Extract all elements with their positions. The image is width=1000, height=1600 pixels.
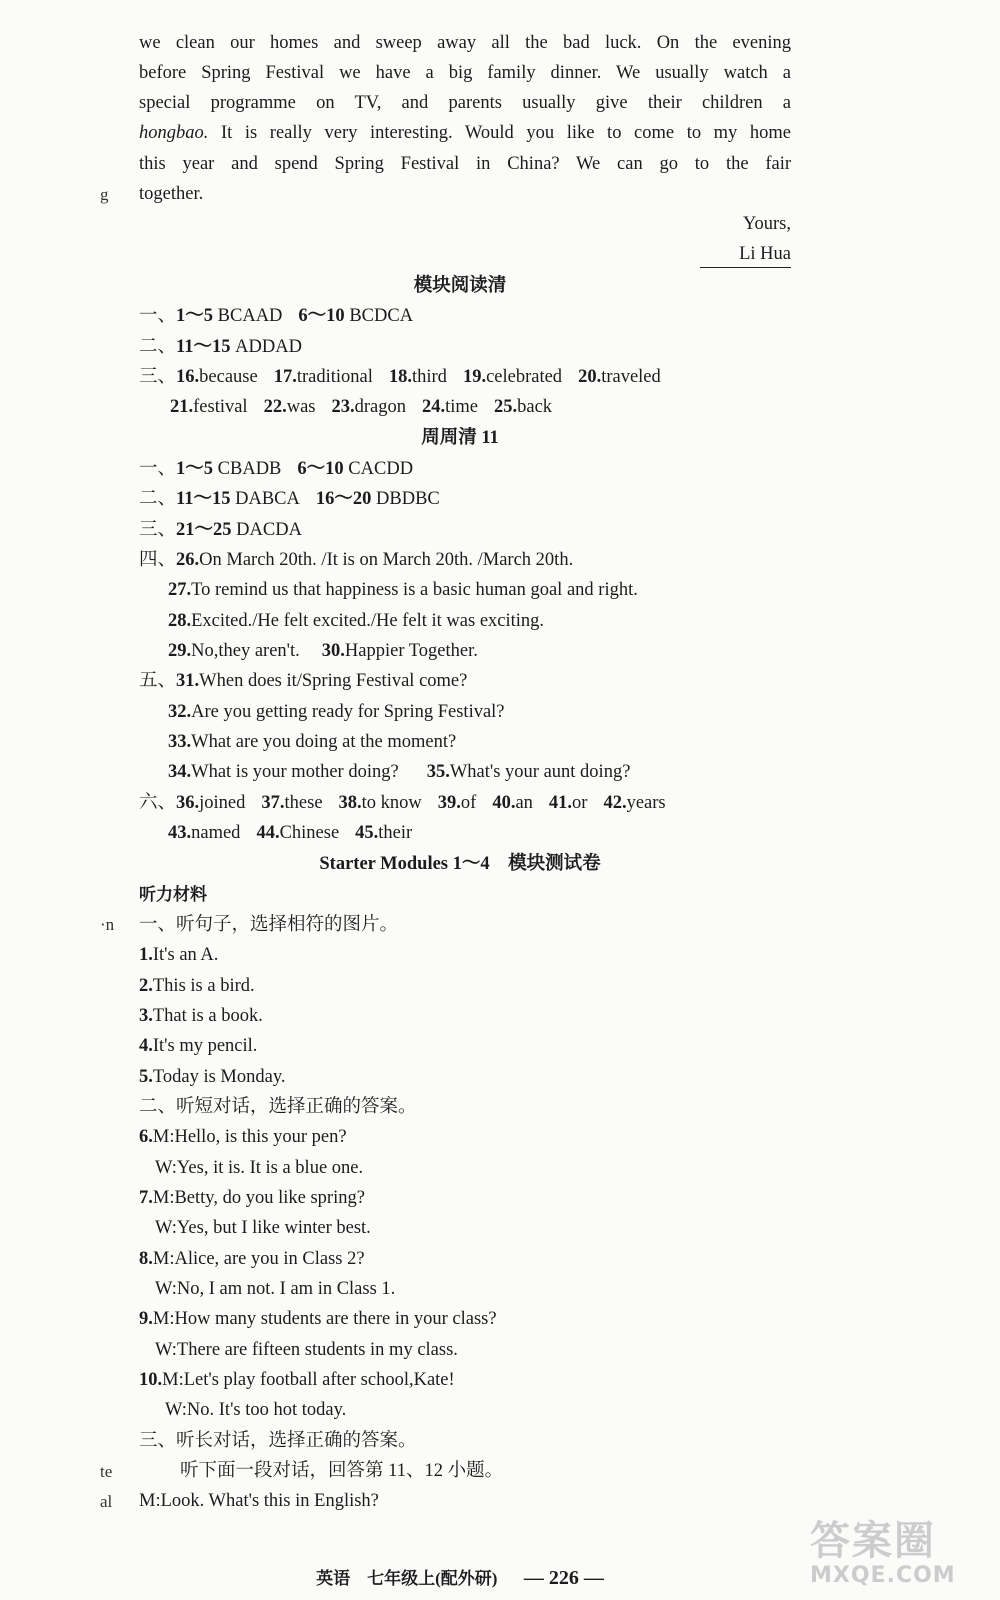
watermark-logo (810, 1518, 980, 1590)
dialogue-line: W:Yes, but I like winter best. (155, 1218, 371, 1238)
listening-sentence: 2.This is a bird. (139, 976, 255, 996)
answer-row: 一、1～5 CBADB 6～10 CACDD (139, 459, 414, 479)
answer-row: 二、11～15 DABCA 16～20 DBDBC (139, 489, 440, 509)
answer-row: 32.Are you getting ready for Spring Festival? (168, 702, 505, 722)
answer-row: 四、26.On March 20th. /It is on March 20th. /March 20th. (139, 550, 574, 570)
letter-line-3: special programme on TV, and parents usually give their children a (139, 93, 791, 113)
letter-italic-word: hongbao. (139, 123, 209, 143)
answer-row: 34.What is your mother doing? 35.What's your aunt doing? (168, 762, 631, 782)
answer-row: 27.To remind us that happiness is a basic human goal and right. (168, 580, 638, 600)
dialogue-line: M:Look. What's this in English? (139, 1491, 379, 1511)
margin-fragment-te: te (100, 1462, 113, 1481)
answer-row: 33.What are you doing at the moment? (168, 732, 457, 752)
watermark-url: MXQE.COM (810, 1563, 956, 1588)
page-footer (0, 1565, 920, 1592)
margin-fragment-g: g (100, 185, 109, 204)
dialogue-intro: 听下面一段对话，回答第 11、12 小题。 (180, 1461, 504, 1481)
part-heading: 二、听短对话，选择正确的答案。 (139, 1097, 417, 1117)
section-title-reading: 模块阅读清 (413, 276, 507, 296)
dialogue-line: 10.M:Let's play football after school,Kate! (139, 1370, 455, 1390)
answer-row: 三、16.because 17.traditional 18.third 19.celebrated 20.traveled (139, 367, 661, 387)
letter-line-2: before Spring Festival we have a big family dinner. We usually watch a (139, 63, 791, 83)
answer-row: 43.named 44.Chinese 45.their (168, 823, 413, 843)
margin-fragment-n: ·n (100, 915, 115, 934)
dialogue-line: 9.M:How many students are there in your class? (139, 1309, 497, 1329)
part-heading: 三、听长对话，选择正确的答案。 (139, 1431, 417, 1451)
dialogue-line: W:Yes, it is. It is a blue one. (155, 1158, 364, 1178)
answer-row: 28.Excited./He felt excited./He felt it was exciting. (168, 611, 545, 631)
listening-sentence: 1.It's an A. (139, 945, 219, 965)
letter-line-1: we clean our homes and sweep away all the bad luck. On the evening (139, 33, 791, 53)
dialogue-line: W:There are fifteen students in my class. (155, 1340, 458, 1360)
answer-row: 二、11～15 ADDAD (139, 337, 302, 357)
dialogue-line: W:No. It's too hot today. (165, 1400, 347, 1420)
letter-line-5: this year and spend Spring Festival in China? We can go to the fair (139, 154, 791, 174)
section-title-test: Starter Modules 1～4 模块测试卷 (319, 854, 601, 874)
dialogue-line: W:No, I am not. I am in Class 1. (155, 1279, 396, 1299)
letter-line-6: together. (139, 184, 204, 204)
section-title-weekly: 周周清 11 (421, 428, 499, 448)
dialogue-line: 6.M:Hello, is this your pen? (139, 1127, 347, 1147)
listening-material-label: 听力材料 (139, 885, 207, 904)
letter-line-4-text: It is really very interesting. Would you like to come to my home (220, 123, 792, 143)
answer-row: 29.No,they aren't. 30.Happier Together. (168, 641, 478, 661)
page-number: — 226 — (523, 1567, 604, 1589)
margin-fragment-al: al (100, 1492, 113, 1511)
letter-line-4 (139, 120, 791, 146)
listening-sentence: 3.That is a book. (139, 1006, 263, 1026)
footer-subject: 英语 七年级上(配外研) (316, 1569, 498, 1588)
answer-row: 五、31.When does it/Spring Festival come? (139, 671, 468, 691)
answer-row: 一、1～5 BCAAD 6～10 BCDCA (139, 306, 414, 326)
part-heading: 一、听句子，选择相符的图片。 (139, 915, 399, 935)
answer-row: 21.festival 22.was 23.dragon 24.time 25.back (170, 397, 553, 417)
watermark-text: 答案圈 (810, 1518, 936, 1564)
dialogue-line: 7.M:Betty, do you like spring? (139, 1188, 365, 1208)
listening-sentence: 4.It's my pencil. (139, 1036, 258, 1056)
answer-row: 六、36.joined 37.these 38.to know 39.of 40.an 41.or 42.years (139, 793, 666, 813)
listening-sentence: 5.Today is Monday. (139, 1067, 286, 1087)
letter-closing: Yours, (743, 214, 791, 234)
answer-row: 三、21～25 DACDA (139, 520, 302, 540)
dialogue-line: 8.M:Alice, are you in Class 2? (139, 1249, 365, 1269)
letter-signature: Li Hua (700, 241, 791, 268)
